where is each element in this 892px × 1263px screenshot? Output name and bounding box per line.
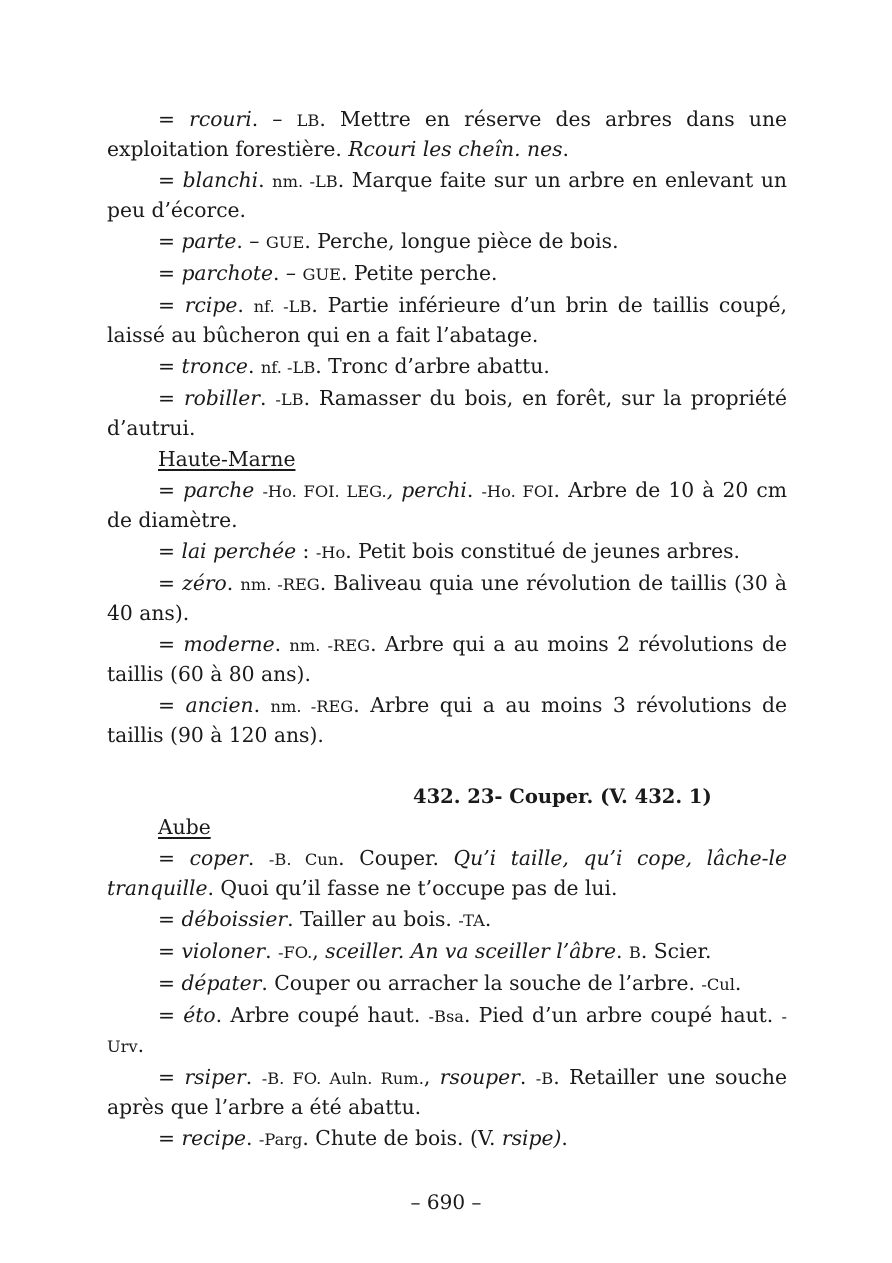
dictionary-entry: = blanchi. nm. -LB. Marque faite sur un arbre en enlevant un peu d’écorce. (107, 168, 787, 222)
page-number: – 690 – (410, 1190, 482, 1214)
dictionary-entry: = lai perchée : -Ho. Petit bois constitué de jeunes arbres. (158, 539, 740, 563)
dictionary-entry: = coper. -B. Cun. Couper. Qu’i taille, qu’i cope, lâche-le tranquille. Quoi qu’il fasse ne t’occupe pas de lui. (107, 846, 787, 900)
dictionary-entry: = rcipe. nf. -LB. Partie inférieure d’un brin de taillis coupé, laissé au bûcheron qui en a fait l’abatage. (107, 293, 787, 347)
dictionary-entry: = recipe. -Parg. Chute de bois. (V. rsipe). (158, 1126, 568, 1150)
dictionary-entry: = zéro. nm. -REG. Baliveau quia une révolution de taillis (30 à 40 ans). (107, 571, 787, 625)
section-heading: 432. 23- Couper. (V. 432. 1) (413, 785, 712, 808)
dictionary-entry: = tronce. nf. -LB. Tronc d’arbre abattu. (158, 354, 550, 378)
dictionary-entry: = rsiper. -B. FO. Auln. Rum., rsouper. -B. Retailler une souche après que l’arbre a été abattu. (107, 1065, 787, 1119)
region-label: Haute-Marne (158, 447, 296, 471)
dictionary-entry: = parche -Ho. FOI. LEG., perchi. -Ho. FOI. Arbre de 10 à 20 cm de diamètre. (107, 478, 787, 532)
dictionary-entry: = éto. Arbre coupé haut. -Bsa. Pied d’un arbre coupé haut. -Urv. (107, 1003, 787, 1057)
dictionary-entry: = parte. – GUE. Perche, longue pièce de bois. (158, 229, 619, 253)
dictionary-entry: = déboissier. Tailler au bois. -TA. (158, 907, 492, 931)
dictionary-entry: = moderne. nm. -REG. Arbre qui a au moins 2 révolutions de taillis (60 à 80 ans). (107, 632, 787, 686)
dictionary-entry: = dépater. Couper ou arracher la souche de l’arbre. -Cul. (158, 971, 742, 995)
region-heading (107, 445, 787, 474)
dictionary-entry: = ancien. nm. -REG. Arbre qui a au moins 3 révolutions de taillis (90 à 120 ans). (107, 693, 787, 747)
dictionary-entry: = parchote. – GUE. Petite perche. (158, 261, 498, 285)
dictionary-entry: = violoner. -FO., sceiller. An va sceiller l’âbre. B. Scier. (158, 939, 712, 963)
dictionary-entry: = rcouri. – LB. Mettre en réserve des arbres dans une exploitation forestière. Rcouri les cheîn. nes. (107, 107, 788, 161)
region-heading (107, 813, 787, 842)
dictionary-entry: = robiller. -LB. Ramasser du bois, en forêt, sur la propriété d’autrui. (107, 386, 787, 440)
region-label: Aube (158, 815, 211, 839)
page-body (107, 105, 787, 1156)
